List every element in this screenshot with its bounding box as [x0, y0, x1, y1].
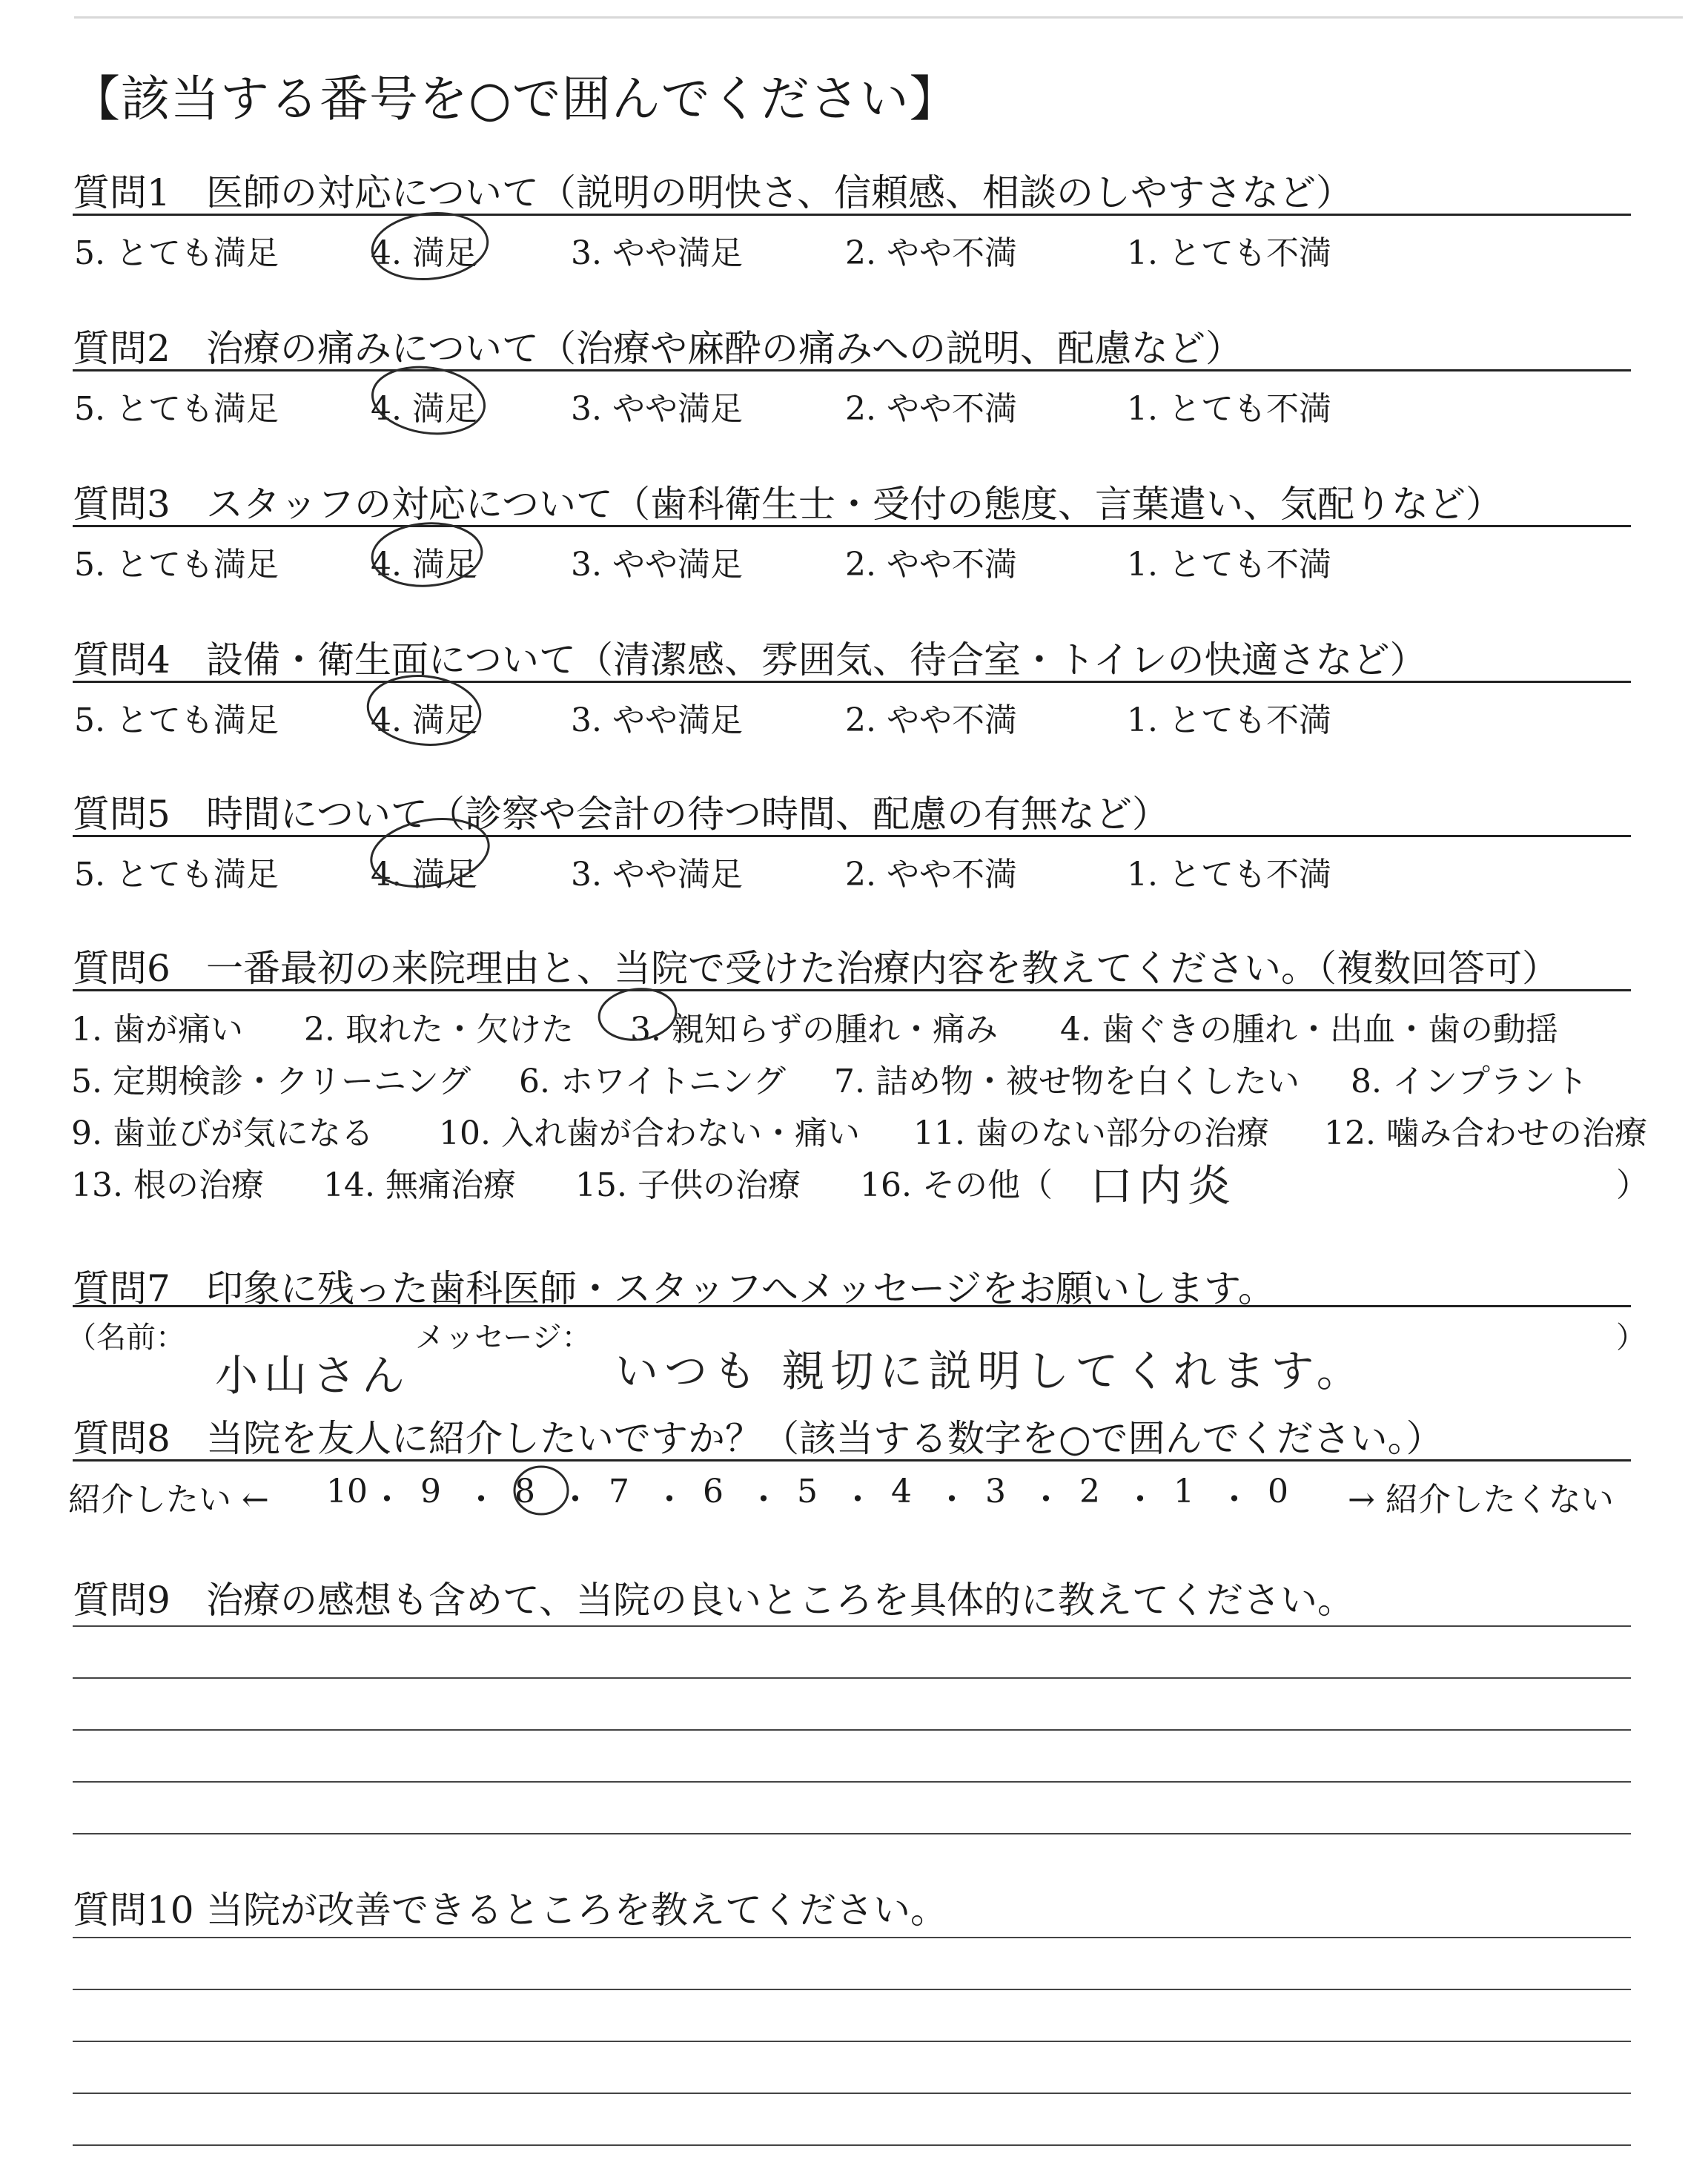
q8-scale-separator: ・ — [841, 1481, 874, 1519]
q4-text: 設備・衛生面について（清潔感、雰囲気、待合室・トイレの快適さなど） — [206, 638, 1427, 681]
q5-option-4[interactable]: 4. 満足 — [371, 856, 477, 894]
q8-scale-2[interactable]: 2 — [1079, 1473, 1100, 1510]
q8-scale-6[interactable]: 6 — [703, 1473, 724, 1510]
q8-scale-7[interactable]: 7 — [609, 1473, 629, 1510]
q6-option-2[interactable]: 2. 取れた・欠けた — [304, 1011, 574, 1048]
q6-option-15[interactable]: 15. 子供の治療 — [575, 1166, 801, 1204]
q8-scale-9[interactable]: 9 — [420, 1473, 441, 1510]
q8-scale-separator: ・ — [1124, 1481, 1156, 1519]
q3-text: スタッフの対応について（歯科衛生士・受付の態度、言葉遣い、気配りなど） — [206, 483, 1503, 526]
q10-answer-line[interactable] — [73, 1937, 1631, 1938]
q8-scale-separator: ・ — [653, 1481, 686, 1519]
q9-answer-line[interactable] — [73, 1781, 1631, 1783]
q8-scale-separator: ・ — [1030, 1481, 1062, 1519]
q1-option-1[interactable]: 1. とても不満 — [1127, 234, 1331, 272]
q6-option-9[interactable]: 9. 歯並びが気になる — [71, 1114, 374, 1152]
q9-answer-line[interactable] — [73, 1625, 1631, 1627]
q4-option-2[interactable]: 2. やや不満 — [845, 701, 1017, 739]
q2-option-2[interactable]: 2. やや不満 — [845, 390, 1017, 428]
q7-name-label: （名前： — [67, 1321, 185, 1355]
q10-answer-line[interactable] — [73, 2093, 1631, 2094]
q9-answer-line[interactable] — [73, 1729, 1631, 1731]
q7-message-label: メッセージ： — [415, 1321, 592, 1355]
q8-scale-1[interactable]: 1 — [1174, 1473, 1194, 1510]
q2-option-3[interactable]: 3. やや満足 — [571, 390, 743, 428]
q10-text: 当院が改善できるところを教えてください。 — [206, 1889, 947, 1932]
q10-answer-line[interactable] — [73, 2041, 1631, 2042]
q3-option-5[interactable]: 5. とても満足 — [74, 546, 279, 584]
q6-option-13[interactable]: 13. 根の治療 — [71, 1166, 264, 1204]
q6-option-8[interactable]: 8. インプラント — [1351, 1063, 1588, 1100]
q3-label: 質問3 — [73, 483, 171, 526]
q3-option-1[interactable]: 1. とても不満 — [1127, 546, 1331, 584]
q5-label: 質問5 — [73, 793, 171, 836]
q2-option-4[interactable]: 4. 満足 — [371, 390, 477, 428]
q8-scale-8[interactable]: 8 — [514, 1473, 535, 1510]
q2-label: 質問2 — [73, 327, 171, 370]
q10-answer-line[interactable] — [73, 2144, 1631, 2146]
q10-label: 質問10 — [73, 1889, 194, 1932]
q8-scale-separator: ・ — [559, 1481, 592, 1519]
q8-scale-0[interactable]: 0 — [1268, 1473, 1288, 1510]
q5-option-3[interactable]: 3. やや満足 — [571, 856, 743, 894]
top-border — [74, 16, 1683, 19]
q8-scale-separator: ・ — [1218, 1481, 1251, 1519]
q1-rule — [73, 214, 1631, 216]
q3-option-4[interactable]: 4. 満足 — [371, 546, 477, 584]
q8-scale-separator: ・ — [747, 1481, 780, 1519]
q4-option-1[interactable]: 1. とても不満 — [1127, 701, 1331, 739]
q8-scale-separator: ・ — [465, 1481, 497, 1519]
q6-option-3[interactable]: 3. 親知らずの腫れ・痛み — [630, 1011, 998, 1048]
q6-option-1[interactable]: 1. 歯が痛い — [71, 1011, 243, 1048]
q8-label: 質問8 — [73, 1417, 171, 1460]
q3-rule — [73, 525, 1631, 527]
q1-label: 質問1 — [73, 171, 171, 214]
q7-label: 質問7 — [73, 1267, 171, 1310]
q6-label: 質問6 — [73, 947, 171, 990]
q2-option-1[interactable]: 1. とても不満 — [1127, 390, 1331, 428]
q4-option-4[interactable]: 4. 満足 — [371, 701, 477, 739]
q4-option-3[interactable]: 3. やや満足 — [571, 701, 743, 739]
q2-rule — [73, 369, 1631, 371]
q8-scale-separator: ・ — [936, 1481, 968, 1519]
q1-option-4[interactable]: 4. 満足 — [371, 234, 477, 272]
q9-text: 治療の感想も含めて、当院の良いところを具体的に教えてください。 — [206, 1579, 1354, 1622]
q8-rule — [73, 1459, 1631, 1462]
q10-answer-line[interactable] — [73, 1989, 1631, 1990]
q5-option-2[interactable]: 2. やや不満 — [845, 856, 1017, 894]
q6-close-paren: ） — [1616, 1166, 1649, 1204]
q1-option-3[interactable]: 3. やや満足 — [571, 234, 743, 272]
q4-label: 質問4 — [73, 638, 171, 681]
q6-option-10[interactable]: 10. 入れ歯が合わない・痛い — [439, 1114, 860, 1152]
q6-option-14[interactable]: 14. 無痛治療 — [323, 1166, 516, 1204]
q1-option-2[interactable]: 2. やや不満 — [845, 234, 1017, 272]
q8-scale-5[interactable]: 5 — [797, 1473, 818, 1510]
q5-option-5[interactable]: 5. とても満足 — [74, 856, 279, 894]
q6-option-6[interactable]: 6. ホワイトニング — [519, 1063, 787, 1100]
q4-option-5[interactable]: 5. とても満足 — [74, 701, 279, 739]
q6-option-11[interactable]: 11. 歯のない部分の治療 — [913, 1114, 1269, 1152]
q1-option-5[interactable]: 5. とても満足 — [74, 234, 279, 272]
q8-scale-separator: ・ — [371, 1481, 403, 1519]
q8-text: 当院を友人に紹介したいですか？（該当する数字を○で囲んでください。） — [206, 1417, 1443, 1460]
q8-scale-4[interactable]: 4 — [891, 1473, 912, 1510]
q6-option-16[interactable]: 16. その他（ — [860, 1166, 1053, 1204]
q6-option-7[interactable]: 7. 詰め物・被せ物を白くしたい — [834, 1063, 1300, 1100]
q9-answer-line[interactable] — [73, 1677, 1631, 1679]
q5-rule — [73, 835, 1631, 837]
q7-text: 印象に残った歯科医師・スタッフへメッセージをお願いします。 — [206, 1267, 1275, 1310]
q4-rule — [73, 681, 1631, 683]
q6-text: 一番最初の来院理由と、当院で受けた治療内容を教えてください。（複数回答可） — [206, 947, 1559, 990]
q6-option-4[interactable]: 4. 歯ぐきの腫れ・出血・歯の動揺 — [1060, 1011, 1558, 1048]
q6-option-12[interactable]: 12. 噛み合わせの治療 — [1324, 1114, 1647, 1152]
q9-label: 質問9 — [73, 1579, 171, 1622]
q5-text: 時間について（診察や会計の待つ時間、配慮の有無など） — [206, 793, 1169, 836]
q6-rule — [73, 989, 1631, 991]
q3-option-3[interactable]: 3. やや満足 — [571, 546, 743, 584]
q6-option-5[interactable]: 5. 定期検診・クリーニング — [71, 1063, 471, 1100]
q8-scale-3[interactable]: 3 — [985, 1473, 1006, 1510]
page-title: 【該当する番号を○で囲んでください】 — [71, 70, 959, 128]
q7-message-handwritten[interactable]: いつも 親切に説明してくれます。 — [615, 1346, 1366, 1396]
q7-rule — [73, 1305, 1631, 1307]
q1-text: 医師の対応について（説明の明快さ、信頼感、相談のしやすさなど） — [206, 171, 1353, 214]
q7-close-paren: ） — [1616, 1321, 1646, 1355]
q2-option-5[interactable]: 5. とても満足 — [74, 390, 279, 428]
q9-answer-line[interactable] — [73, 1833, 1631, 1834]
q8-right-label: → 紹介したくない — [1348, 1481, 1614, 1519]
q5-option-1[interactable]: 1. とても不満 — [1127, 856, 1331, 894]
q3-option-2[interactable]: 2. やや不満 — [845, 546, 1017, 584]
q2-text: 治療の痛みについて（治療や麻酔の痛みへの説明、配慮など） — [206, 327, 1242, 370]
q6-other-handwritten: 口内炎 — [1090, 1160, 1237, 1211]
q8-left-label: 紹介したい ← — [68, 1481, 269, 1519]
q7-name-handwritten[interactable]: 小山さん — [215, 1350, 411, 1401]
q8-scale-10[interactable]: 10 — [326, 1473, 368, 1510]
